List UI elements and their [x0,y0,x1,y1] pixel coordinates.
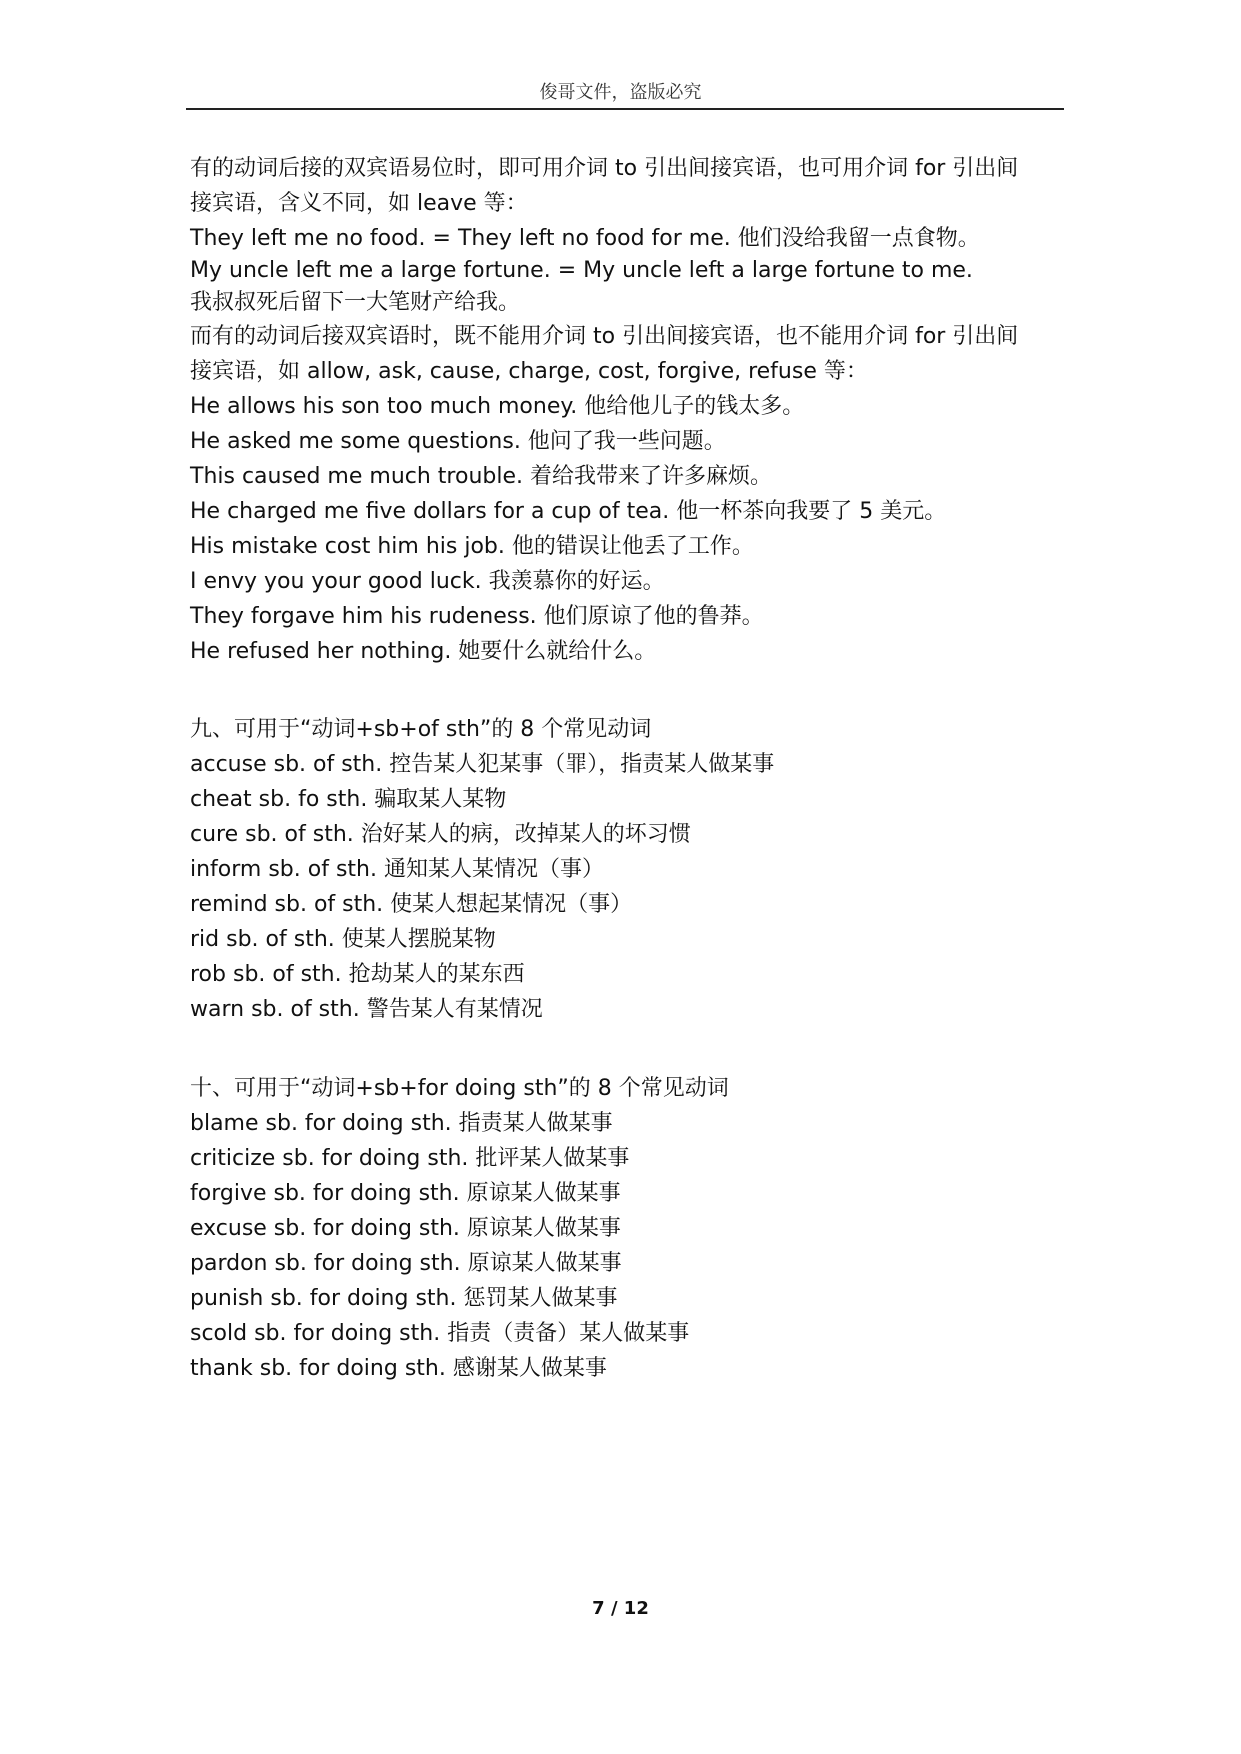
section-9-title: 九、可用于“动词+sb+of sth”的 8 个常见动词 [190,717,652,742]
example-line: He charged me five dollars for a cup of tea. 他一杯茶向我要了 5 美元。 [190,499,947,524]
page-header: 俊哥文件，盗版必究 [539,82,702,103]
section-10-item: pardon sb. for doing sth. 原谅某人做某事 [190,1251,622,1276]
example-line: This caused me much trouble. 着给我带来了许多麻烦。 [190,464,772,489]
page-number: 7 / 12 [592,1598,649,1619]
section-9-item: cure sb. of sth. 治好某人的病，改掉某人的坏习惯 [190,822,691,847]
section-10-item: criticize sb. for doing sth. 批评某人做某事 [190,1146,630,1171]
section-10-title: 十、可用于“动词+sb+for doing sth”的 8 个常见动词 [190,1076,729,1101]
section-10-item: blame sb. for doing sth. 指责某人做某事 [190,1111,613,1136]
section-9-item: accuse sb. of sth. 控告某人犯某事（罪），指责某人做某事 [190,752,775,777]
example-line: His mistake cost him his job. 他的错误让他丢了工作。 [190,534,754,559]
section-10-item: forgive sb. for doing sth. 原谅某人做某事 [190,1181,621,1206]
example-line: He refused her nothing. 她要什么就给什么。 [190,639,657,664]
section-9-item: warn sb. of sth. 警告某人有某情况 [190,997,543,1022]
section-9-item: rob sb. of sth. 抢劫某人的某东西 [190,962,525,987]
intro-line: 有的动词后接的双宾语易位时，即可用介词 to 引出间接宾语，也可用介词 for 引出间 [190,156,1019,181]
intro-line: 接宾语，如 allow, ask, cause, charge, cost, forgive, refuse 等： [190,359,868,384]
example-line: They forgave him his rudeness. 他们原谅了他的鲁莽。 [190,604,764,629]
intro-line: 接宾语，含义不同，如 leave 等： [190,191,528,216]
example-line: My uncle left me a large fortune. = My uncle left a large fortune to me. [190,258,973,283]
section-9-item: inform sb. of sth. 通知某人某情况（事） [190,857,604,882]
example-line: He asked me some questions. 他问了我一些问题。 [190,429,726,454]
section-9-item: remind sb. of sth. 使某人想起某情况（事） [190,892,633,917]
section-10-item: thank sb. for doing sth. 感谢某人做某事 [190,1356,607,1381]
example-line: I envy you your good luck. 我羡慕你的好运。 [190,569,665,594]
section-10-item: punish sb. for doing sth. 惩罚某人做某事 [190,1286,618,1311]
intro-line: 而有的动词后接双宾语时，既不能用介词 to 引出间接宾语，也不能用介词 for 引出间 [190,324,1019,349]
header-divider [186,108,1064,110]
example-translation: 我叔叔死后留下一大笔财产给我。 [190,290,521,315]
section-10-item: excuse sb. for doing sth. 原谅某人做某事 [190,1216,621,1241]
section-10-item: scold sb. for doing sth. 指责（责备）某人做某事 [190,1321,690,1346]
section-9-item: rid sb. of sth. 使某人摆脱某物 [190,927,496,952]
section-9-item: cheat sb. fo sth. 骗取某人某物 [190,787,507,812]
example-line: He allows his son too much money. 他给他儿子的钱太多。 [190,394,805,419]
example-line: They left me no food. = They left no food for me. 他们没给我留一点食物。 [190,226,980,251]
